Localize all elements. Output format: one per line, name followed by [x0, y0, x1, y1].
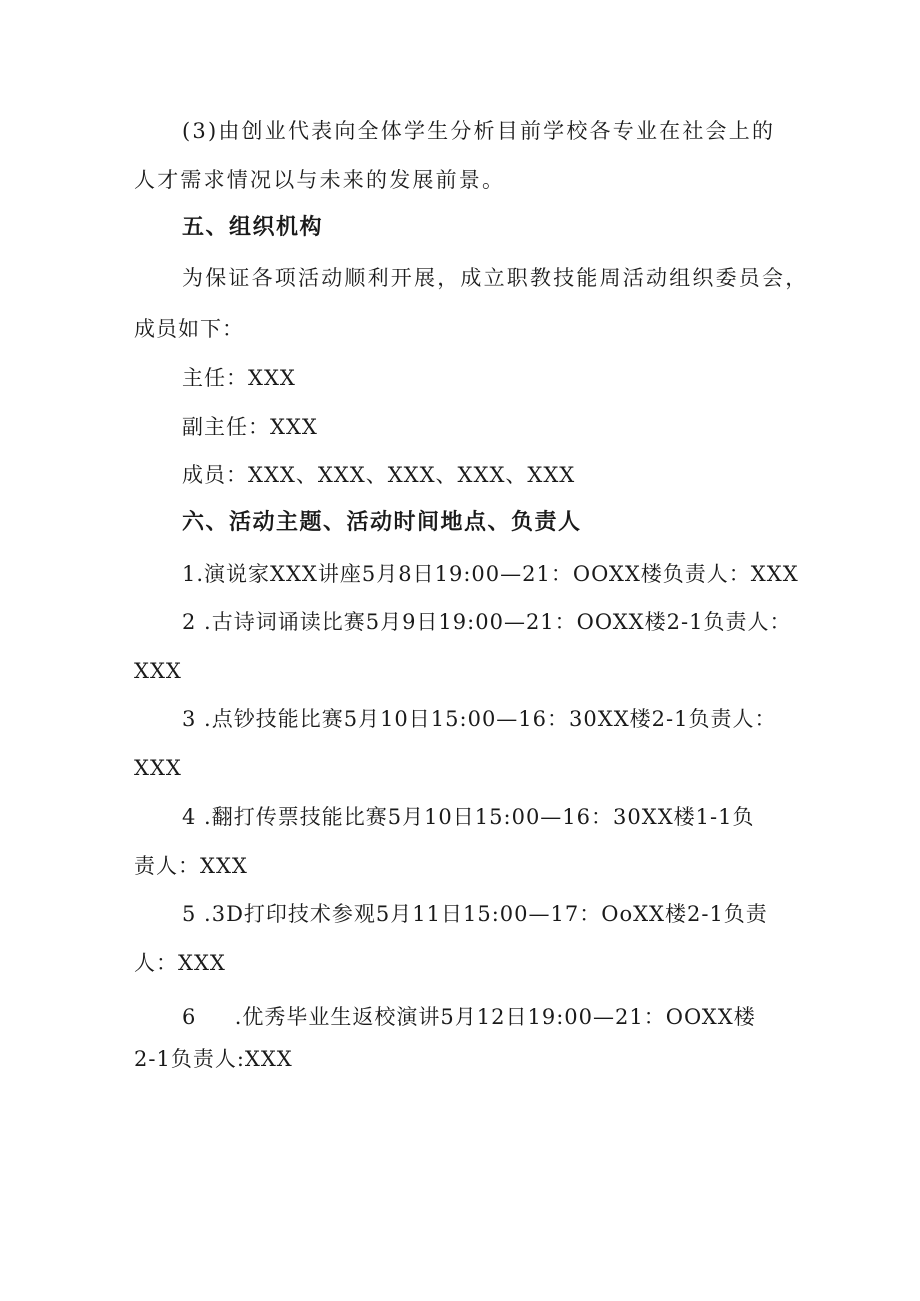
activity-item-4-line2: 责人：XXX	[134, 854, 248, 878]
paragraph-item3-line1: (3)由创业代表向全体学生分析目前学校各专业在社会上的	[182, 119, 776, 143]
activity-item-6-line1: 6 .优秀毕业生返校演讲5月12日19:00—21：OOXX楼	[182, 1005, 756, 1029]
activity-item-3-line2: XXX	[134, 756, 182, 780]
activity-item-4-line1: 4 .翻打传票技能比赛5月10日15:00—16：30XX楼1-1负	[182, 805, 755, 829]
activity-item-2-line2: XXX	[134, 659, 182, 683]
activity-item-1-line1: 1.演说家XXX讲座5月8日19:00—21：OOXX楼负责人：XXX	[182, 562, 799, 586]
activity-item-5-line1: 5 .3D打印技术参观5月11日15:00—17：OoXX楼2-1负责	[182, 902, 768, 926]
section-heading-organization: 五、组织机构	[182, 215, 324, 240]
activity-item-6-line2: 2-1负责人:XXX	[134, 1047, 293, 1071]
deputy-director-line: 副主任：XXX	[182, 415, 318, 439]
paragraph-item3-line2: 人才需求情况以与未来的发展前景。	[134, 168, 506, 192]
paragraph-organization-intro-line2: 成员如下：	[134, 317, 244, 341]
activity-item-3-line1: 3 .点钞技能比赛5月10日15:00—16：30XX楼2-1负责人：	[182, 707, 777, 731]
director-line: 主任：XXX	[182, 366, 296, 390]
members-line: 成员：XXX、XXX、XXX、XXX、XXX	[182, 463, 576, 487]
paragraph-organization-intro-line1: 为保证各项活动顺利开展，成立职教技能周活动组织委员会，	[182, 266, 809, 290]
activity-item-2-line1: 2 .古诗词诵读比赛5月9日19:00—21：OOXX楼2-1负责人：	[182, 610, 792, 634]
section-heading-activities: 六、活动主题、活动时间地点、负责人	[182, 510, 582, 535]
activity-item-5-line2: 人：XXX	[134, 951, 226, 975]
